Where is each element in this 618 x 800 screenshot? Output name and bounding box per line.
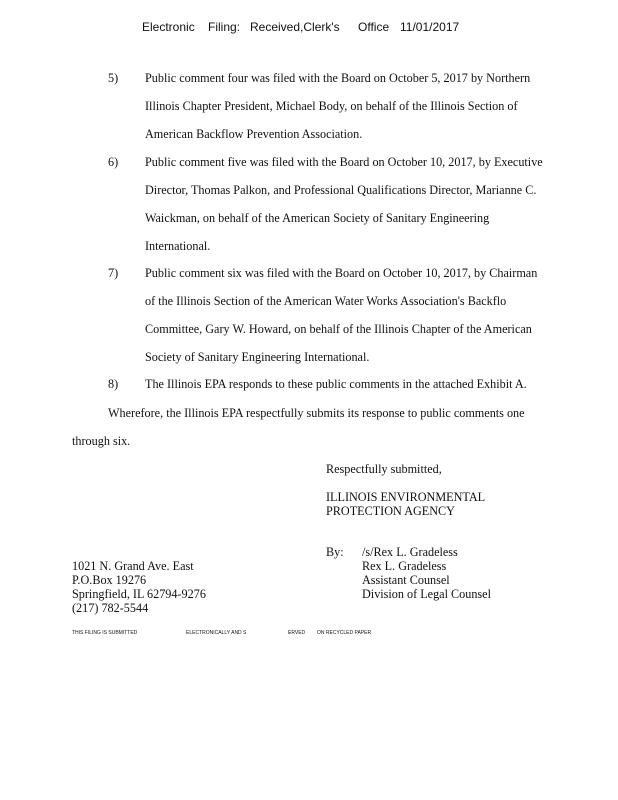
item-number: 7): [108, 266, 119, 280]
item-line: Illinois Chapter President, Michael Body, on behalf of the Illinois Section of: [145, 99, 518, 113]
address-phone: (217) 782-5544: [72, 601, 149, 615]
item-text: [145, 370, 575, 398]
respectfully-submitted: Respectfully submitted,: [326, 462, 442, 476]
signer-title: Assistant Counsel: [362, 573, 450, 587]
item-text: [145, 259, 575, 371]
header-received: Received,Clerk's: [250, 20, 340, 34]
item-line: The Illinois EPA responds to these public comments in the attached Exhibit A.: [145, 377, 527, 391]
item-line: Waickman, on behalf of the American Society of Sanitary Engineering: [145, 211, 490, 225]
item-line: American Backflow Prevention Association.: [145, 127, 363, 141]
signer-signature: /s/Rex L. Gradeless: [362, 545, 458, 559]
address-city: Springfield, IL 62794-9276: [72, 587, 206, 601]
item-line: Public comment six was filed with the Board on October 10, 2017, by Chairman: [145, 266, 538, 280]
header-electronic: Electronic: [142, 20, 195, 34]
address-pobox: P.O.Box 19276: [72, 573, 147, 587]
header-filing: Filing:: [208, 20, 241, 34]
agency-name: [326, 490, 485, 518]
header-office: Office: [358, 20, 390, 34]
by-label: By:: [326, 545, 344, 559]
footer-part-3: ERVED: [288, 630, 306, 636]
signer-block: [362, 545, 491, 601]
item-line: Public comment four was filed with the Board on October 5, 2017 by Northern: [145, 71, 531, 85]
item-line: of the Illinois Section of the American Water Works Association's Backflo: [145, 294, 507, 308]
footer-part-4: ON RECYCLED PAPER: [317, 630, 372, 636]
address-block: [72, 559, 206, 615]
item-text: [145, 148, 575, 260]
item-line: Society of Sanitary Engineering International.: [145, 350, 370, 364]
footer-part-1: THIS FILING IS SUBMITTED: [72, 630, 138, 636]
item-number: 8): [108, 377, 119, 391]
signer-division: Division of Legal Counsel: [362, 587, 491, 601]
header-date: 11/01/2017: [400, 20, 460, 34]
item-line: International.: [145, 239, 211, 253]
item-text: [145, 64, 575, 148]
closing-line-2: through six.: [72, 434, 131, 448]
closing-line-1: Wherefore, the Illinois EPA respectfully submits its response to public comments one: [108, 406, 525, 420]
item-number: 6): [108, 155, 119, 169]
item-line: Committee, Gary W. Howard, on behalf of the Illinois Chapter of the American: [145, 322, 532, 336]
agency-line-1: ILLINOIS ENVIRONMENTAL: [326, 490, 486, 504]
footer-part-2: ELECTRONICALLY AND S: [186, 630, 247, 636]
item-number: 5): [108, 71, 119, 85]
agency-line-2: PROTECTION AGENCY: [326, 504, 455, 518]
item-line: Director, Thomas Palkon, and Professional Qualifications Director, Marianne C.: [145, 183, 537, 197]
item-line: Public comment five was filed with the Board on October 10, 2017, by Executive: [145, 155, 543, 169]
address-street: 1021 N. Grand Ave. East: [72, 559, 194, 573]
signer-name: Rex L. Gradeless: [362, 559, 447, 573]
